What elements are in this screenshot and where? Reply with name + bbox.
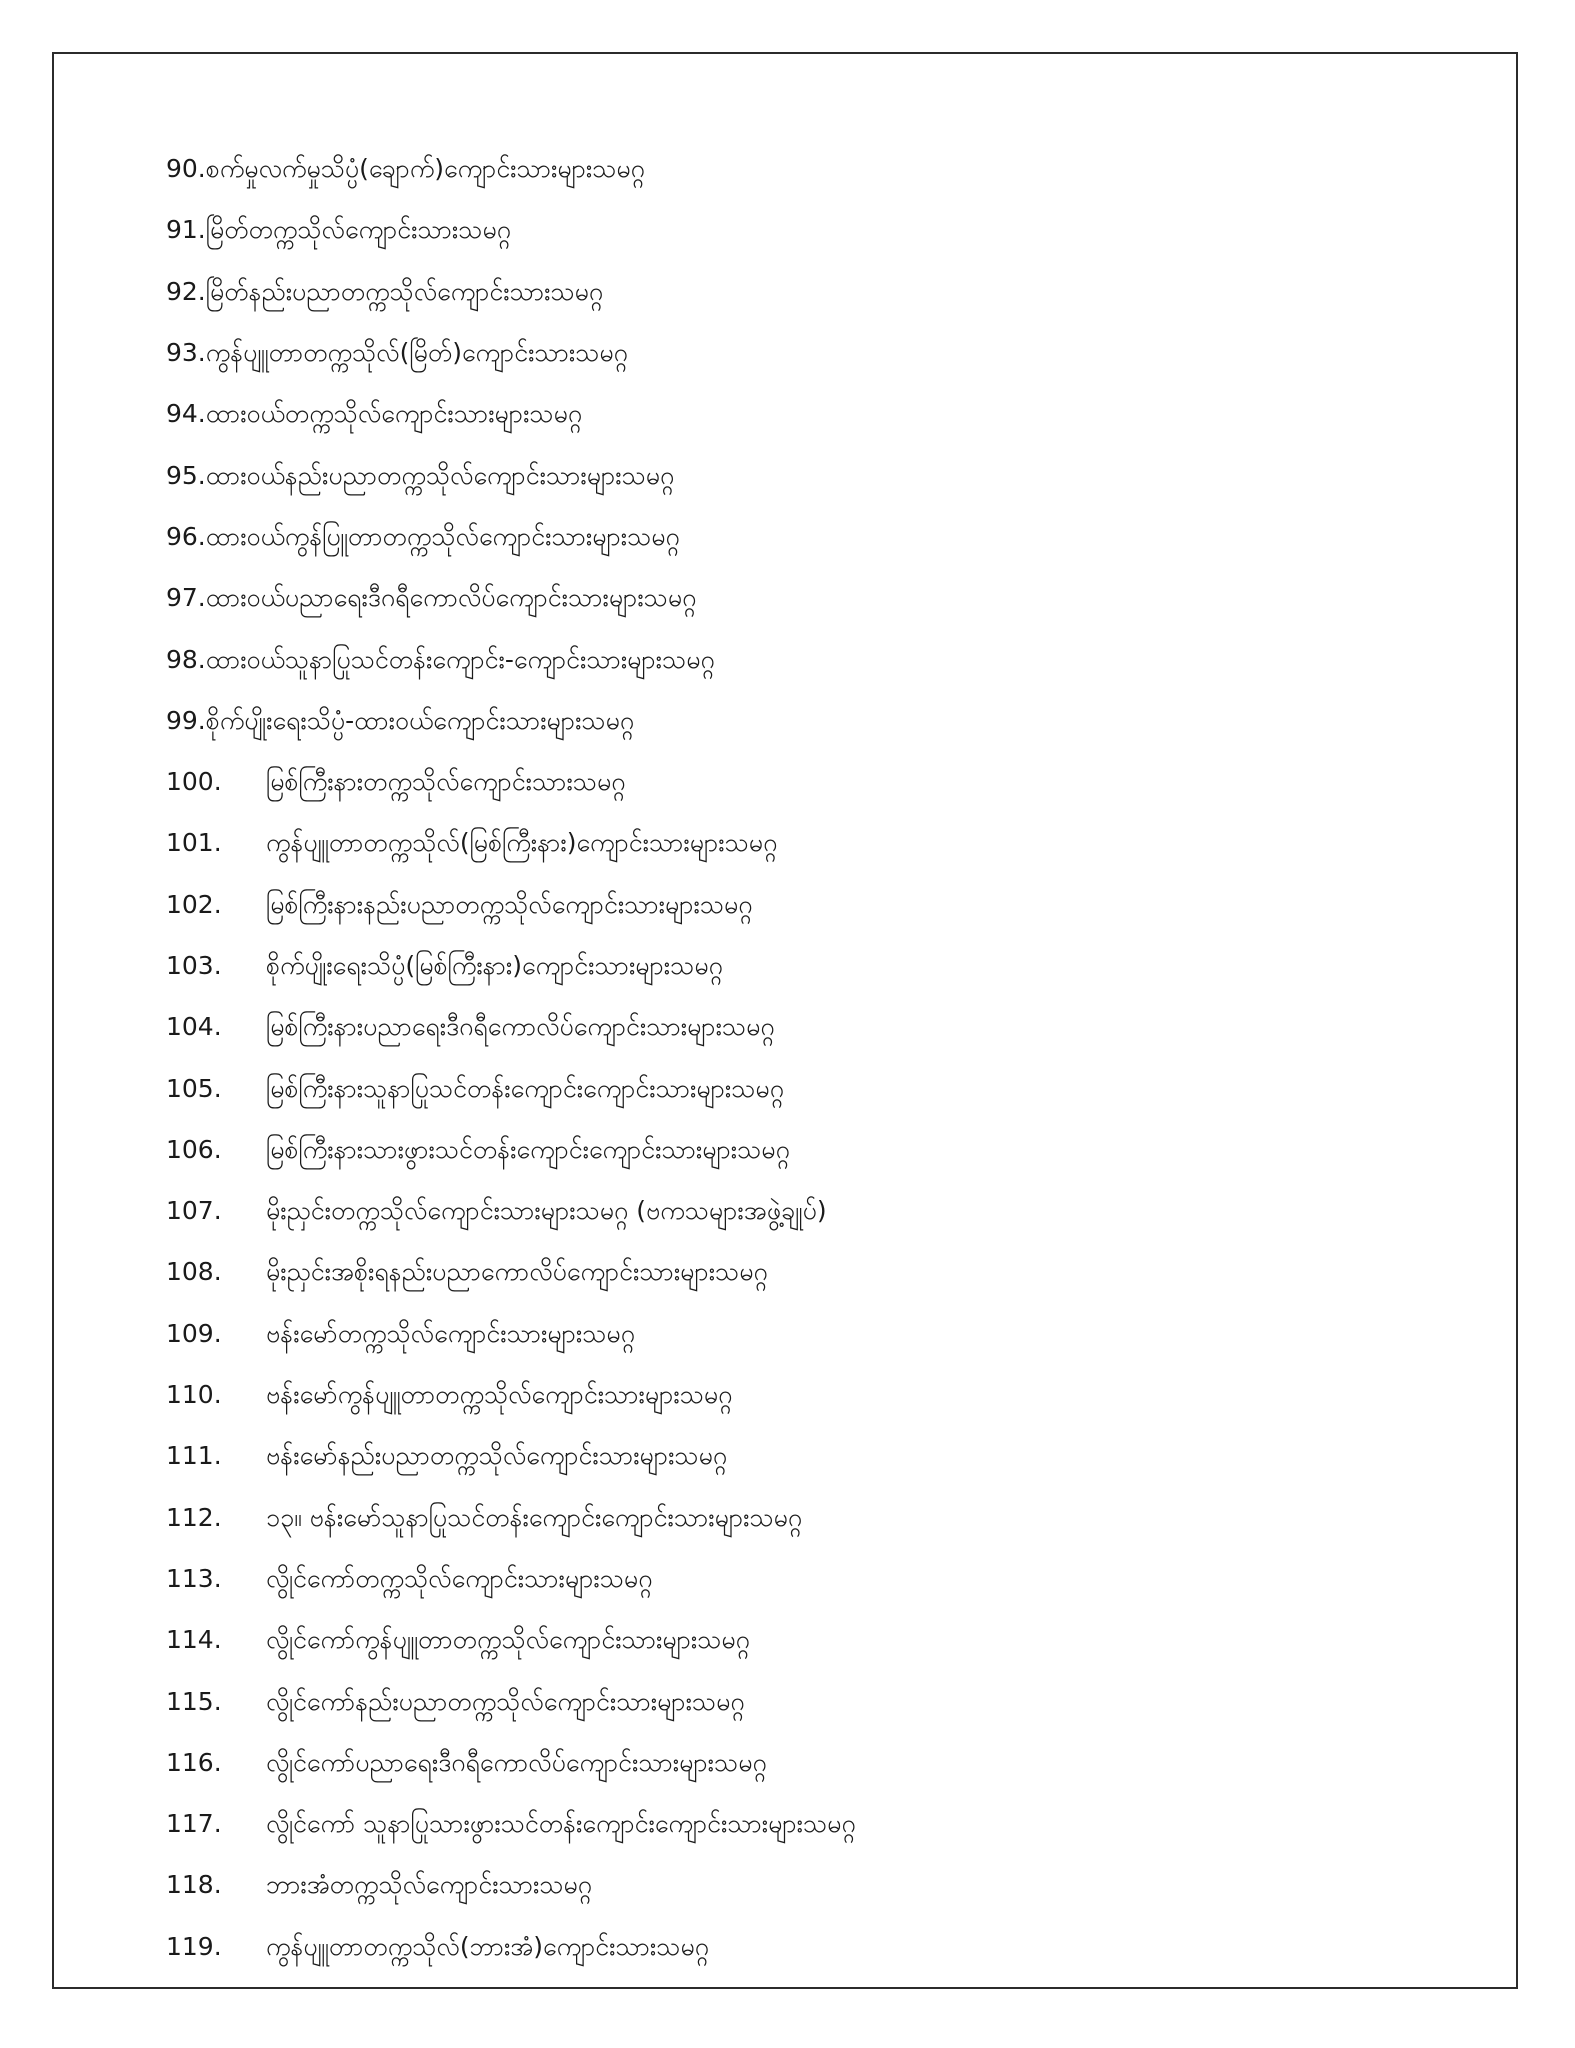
list-item-text: ၁၃။ ဗန်းမော်သူနာပြုသင်တန်းကျောင်းကျောင်းသားများသမဂ္ဂ: [266, 1502, 803, 1532]
list-item: [54, 874, 1516, 935]
list-item: [54, 1916, 1516, 1977]
list-item-text: ကွန်ပျူတာတက္ကသိုလ်(မြိတ်)ကျောင်းသားသမဂ္ဂ: [205, 338, 628, 368]
list-item-number: 113.: [166, 1563, 222, 1593]
list-item-number: 108.: [166, 1257, 222, 1287]
list-item-number: 90.: [166, 154, 206, 184]
list-item-text: လွိုင်ကော် သူနာပြုသားဖွားသင်တန်းကျောင်းကျောင်းသားများသမဂ္ဂ: [266, 1809, 856, 1839]
list-item: [54, 1609, 1516, 1670]
list-item-number: 93.: [166, 338, 206, 368]
list-item-text: လွိုင်ကော်ပညာရေးဒီဂရီကောလိပ်ကျောင်းသားများသမဂ္ဂ: [266, 1747, 767, 1777]
list-item-text: ထားဝယ်ပညာရေးဒီဂရီကောလိပ်ကျောင်းသားများသမဂ္ဂ: [205, 583, 697, 613]
list-item-number: 104.: [166, 1012, 222, 1042]
list-item-text: မြစ်ကြီးနားသူနာပြုသင်တန်းကျောင်းကျောင်းသားများသမဂ္ဂ: [266, 1073, 784, 1103]
list-item-number: 105.: [166, 1073, 222, 1103]
list-item-number: 106.: [166, 1134, 222, 1164]
list-item: [54, 935, 1516, 996]
list-item-text: လွိုင်ကော်တက္ကသိုလ်ကျောင်းသားများသမဂ္ဂ: [266, 1563, 653, 1593]
list-item-number: 110.: [166, 1380, 222, 1410]
list-item-number: 95.: [166, 460, 206, 490]
list-item-number: 103.: [166, 951, 222, 980]
list-item-text: ကွန်ပျူတာတက္ကသိုလ်(မြစ်ကြီးနား)ကျောင်းသားများသမဂ္ဂ: [266, 828, 778, 858]
list-item: [54, 567, 1516, 628]
list-item-text: ဗန်းမော်နည်းပညာတက္ကသိုလ်ကျောင်းသားများသမဂ္ဂ: [266, 1441, 728, 1471]
list-item: [54, 1854, 1516, 1915]
list-item-number: 111.: [166, 1441, 222, 1471]
list-item: [54, 690, 1516, 751]
list-item: [54, 1425, 1516, 1486]
list-item: [54, 1180, 1516, 1241]
list-item-text: စိုက်ပျိုးရေးသိပ္ပံ(မြစ်ကြီးနား)ကျောင်းသားများသမဂ္ဂ: [266, 951, 723, 980]
list-item: [54, 1364, 1516, 1425]
list-item-number: 112.: [166, 1502, 222, 1532]
list-item-text: ထားဝယ်တက္ကသိုလ်ကျောင်းသားများသမဂ္ဂ: [205, 399, 583, 429]
list-item-text: ဗန်းမော်ကွန်ပျူတာတက္ကသိုလ်ကျောင်းသားများသမဂ္ဂ: [266, 1380, 733, 1410]
list-item: [54, 996, 1516, 1057]
list-item-text: မြစ်ကြီးနားပညာရေးဒီဂရီကောလိပ်ကျောင်းသားများသမဂ္ဂ: [266, 1012, 775, 1042]
list-item: [54, 322, 1516, 383]
list-item: [54, 1487, 1516, 1548]
page-border: [52, 52, 1518, 1989]
list-item: [54, 1241, 1516, 1302]
list-item-number: 92.: [166, 276, 206, 306]
list-item: [54, 1119, 1516, 1180]
list-item-number: 99.: [166, 705, 206, 735]
list-item-text: မိုးညှင်းတက္ကသိုလ်ကျောင်းသားများသမဂ္ဂ (ဗကသများအဖွဲ့ချုပ်): [266, 1196, 827, 1226]
list-item-number: 91.: [166, 215, 206, 245]
list-item-number: 118.: [166, 1870, 222, 1900]
list-item: [54, 628, 1516, 689]
list-item: [54, 261, 1516, 322]
list-item-number: 115.: [166, 1686, 222, 1716]
list-item-text: ကွန်ပျူတာတက္ကသိုလ်(ဘားအံ)ကျောင်းသားသမဂ္ဂ: [266, 1931, 710, 1961]
list-item-text: မြစ်ကြီးနားသားဖွားသင်တန်းကျောင်းကျောင်းသားများသမဂ္ဂ: [266, 1134, 790, 1164]
list-item: [54, 1303, 1516, 1364]
list-item: [54, 138, 1516, 199]
list-item: [54, 444, 1516, 505]
list-item-text: ထားဝယ်သူနာပြုသင်တန်းကျောင်း-ကျောင်းသားများသမဂ္ဂ: [205, 644, 715, 674]
list-item-text: မြိတ်နည်းပညာတက္ကသိုလ်ကျောင်းသားသမဂ္ဂ: [205, 276, 604, 306]
list-item-number: 107.: [166, 1196, 222, 1226]
list-item: [54, 751, 1516, 812]
list-item-text: မြစ်ကြီးနားတက္ကသိုလ်ကျောင်းသားသမဂ္ဂ: [266, 767, 626, 797]
list-item: [54, 506, 1516, 567]
list-item-text: ဗန်းမော်တက္ကသိုလ်ကျောင်းသားများသမဂ္ဂ: [266, 1318, 635, 1348]
list-item-number: 94.: [166, 399, 206, 429]
list-item-number: 119.: [166, 1931, 222, 1961]
list-item-number: 96.: [166, 521, 206, 551]
list-item-number: 114.: [166, 1625, 222, 1655]
list-item-number: 116.: [166, 1747, 222, 1777]
list-item: [54, 1548, 1516, 1609]
list-item-text: စိုက်ပျိုးရေးသိပ္ပံ-ထားဝယ်ကျောင်းသားများသမဂ္ဂ: [205, 705, 635, 735]
list-item-number: 117.: [166, 1809, 222, 1839]
list-item: [54, 1793, 1516, 1854]
list-item-text: မြိတ်တက္ကသိုလ်ကျောင်းသားသမဂ္ဂ: [205, 215, 512, 245]
list-item-number: 97.: [166, 583, 206, 613]
list-item-text: မြစ်ကြီးနားနည်းပညာတက္ကသိုလ်ကျောင်းသားများသမဂ္ဂ: [266, 889, 753, 919]
student-union-list: [54, 138, 1516, 1977]
list-item: [54, 199, 1516, 260]
list-item: [54, 383, 1516, 444]
list-item: [54, 1670, 1516, 1731]
list-item: [54, 1732, 1516, 1793]
list-item-text: မိုးညှင်းအစိုးရနည်းပညာကောလိပ်ကျောင်းသားများသမဂ္ဂ: [266, 1257, 768, 1287]
list-item: [54, 812, 1516, 873]
list-item-number: 101.: [166, 828, 222, 858]
list-item-number: 98.: [166, 644, 206, 674]
list-item-text: စက်မှုလက်မှုသိပ္ပံ(ချောက်)ကျောင်းသားများသမဂ္ဂ: [205, 154, 645, 184]
list-item-number: 109.: [166, 1318, 222, 1348]
list-item-text: လွိုင်ကော်ကွန်ပျူတာတက္ကသိုလ်ကျောင်းသားများသမဂ္ဂ: [266, 1625, 750, 1655]
list-item-text: ထားဝယ်ကွန်ပြူတာတက္ကသိုလ်ကျောင်းသားများသမဂ္ဂ: [205, 521, 680, 551]
list-item-number: 100.: [166, 767, 222, 797]
list-item-text: ထားဝယ်နည်းပညာတက္ကသိုလ်ကျောင်းသားများသမဂ္ဂ: [205, 460, 675, 490]
list-item-text: ဘားအံတက္ကသိုလ်ကျောင်းသားသမဂ္ဂ: [266, 1870, 593, 1900]
list-item-number: 102.: [166, 889, 222, 919]
list-item-text: လွိုင်ကော်နည်းပညာတက္ကသိုလ်ကျောင်းသားများသမဂ္ဂ: [266, 1686, 745, 1716]
list-item: [54, 1057, 1516, 1118]
